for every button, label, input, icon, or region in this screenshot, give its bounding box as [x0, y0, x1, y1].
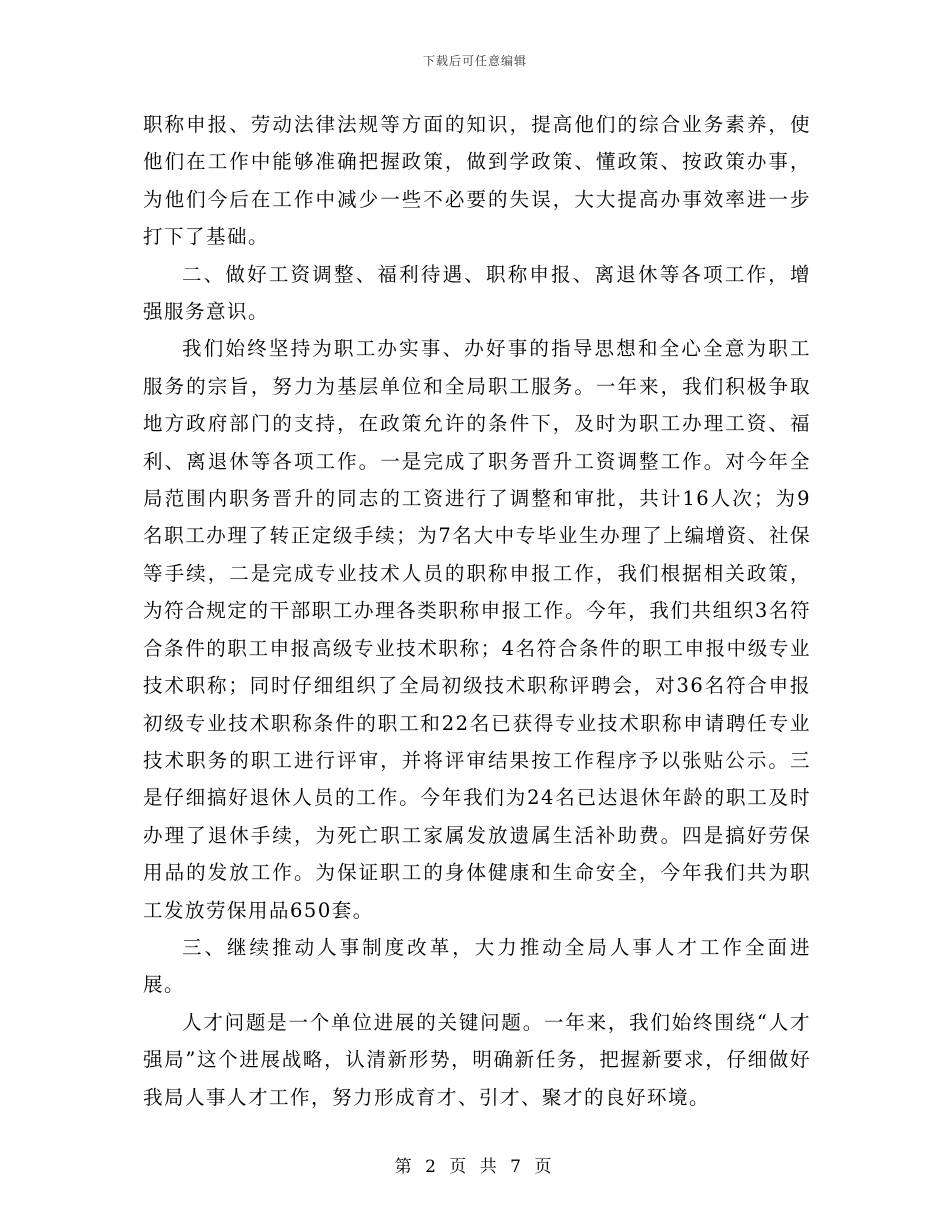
page-header: 下载后可任意编辑 [422, 54, 527, 68]
section-heading-3: 三、继续推动人事制度改革，大力推动全局人事人才工作全面进展。 [143, 935, 811, 997]
section-heading-2: 二、做好工资调整、福利待遇、职称申报、离退休等各项工作，增强服务意识。 [143, 262, 811, 324]
document-body [143, 106, 811, 1116]
page-number: 第 2 页 共 7 页 [394, 1157, 556, 1177]
paragraph-continuation: 职称申报、劳动法律法规等方面的知识，提高他们的综合业务素养，使他们在工作中能够准确把握政策，做到学政策、懂政策、按政策办事，为他们今后在工作中减少一些不必要的失误，大大提高办事效率进一步打下了基础。 [143, 113, 811, 249]
paragraph-services: 我们始终坚持为职工办实事、办好事的指导思想和全心全意为职工服务的宗旨，努力为基层单位和全局职工服务。一年来，我们积极争取地方政府部门的支持，在政策允许的条件下，及时为职工办理工资、福利、离退休等各项工作。一是完成了职务晋升工资调整工作。对今年全局范围内职务晋升的同志的工资进行了调整和审批，共计16人次；为9名职工办理了转正定级手续；为7名大中专毕业生办理了上编增资、社保等手续，二是完成专业技术人员的职称申报工作，我们根据相关政策，为符合规定的干部职工办理各类职称申报工作。今年，我们共组织3名符合条件的职工申报高级专业技术职称；4名符合条件的职工申报中级专业技术职称；同时仔细组织了全局初级技术职称评聘会，对36名符合申报初级专业技术职称条件的职工和22名已获得专业技术职称申请聘任专业技术职务的职工进行评审，并将评审结果按工作程序予以张贴公示。三是仔细搞好退休人员的工作。今年我们为24名已达退休年龄的职工及时办理了退休手续，为死亡职工家属发放遗属生活补助费。四是搞好劳保用品的发放工作。为保证职工的身体健康和生命安全，今年我们共为职工发放劳保用品650套。 [143, 337, 811, 922]
paragraph-talent: 人才问题是一个单位进展的关键问题。一年来，我们始终围绕“人才强局”这个进展战略，认清新形势，明确新任务，把握新要求，仔细做好我局人事人才工作，努力形成育才、引才、聚才的良好环境。 [143, 1010, 811, 1109]
